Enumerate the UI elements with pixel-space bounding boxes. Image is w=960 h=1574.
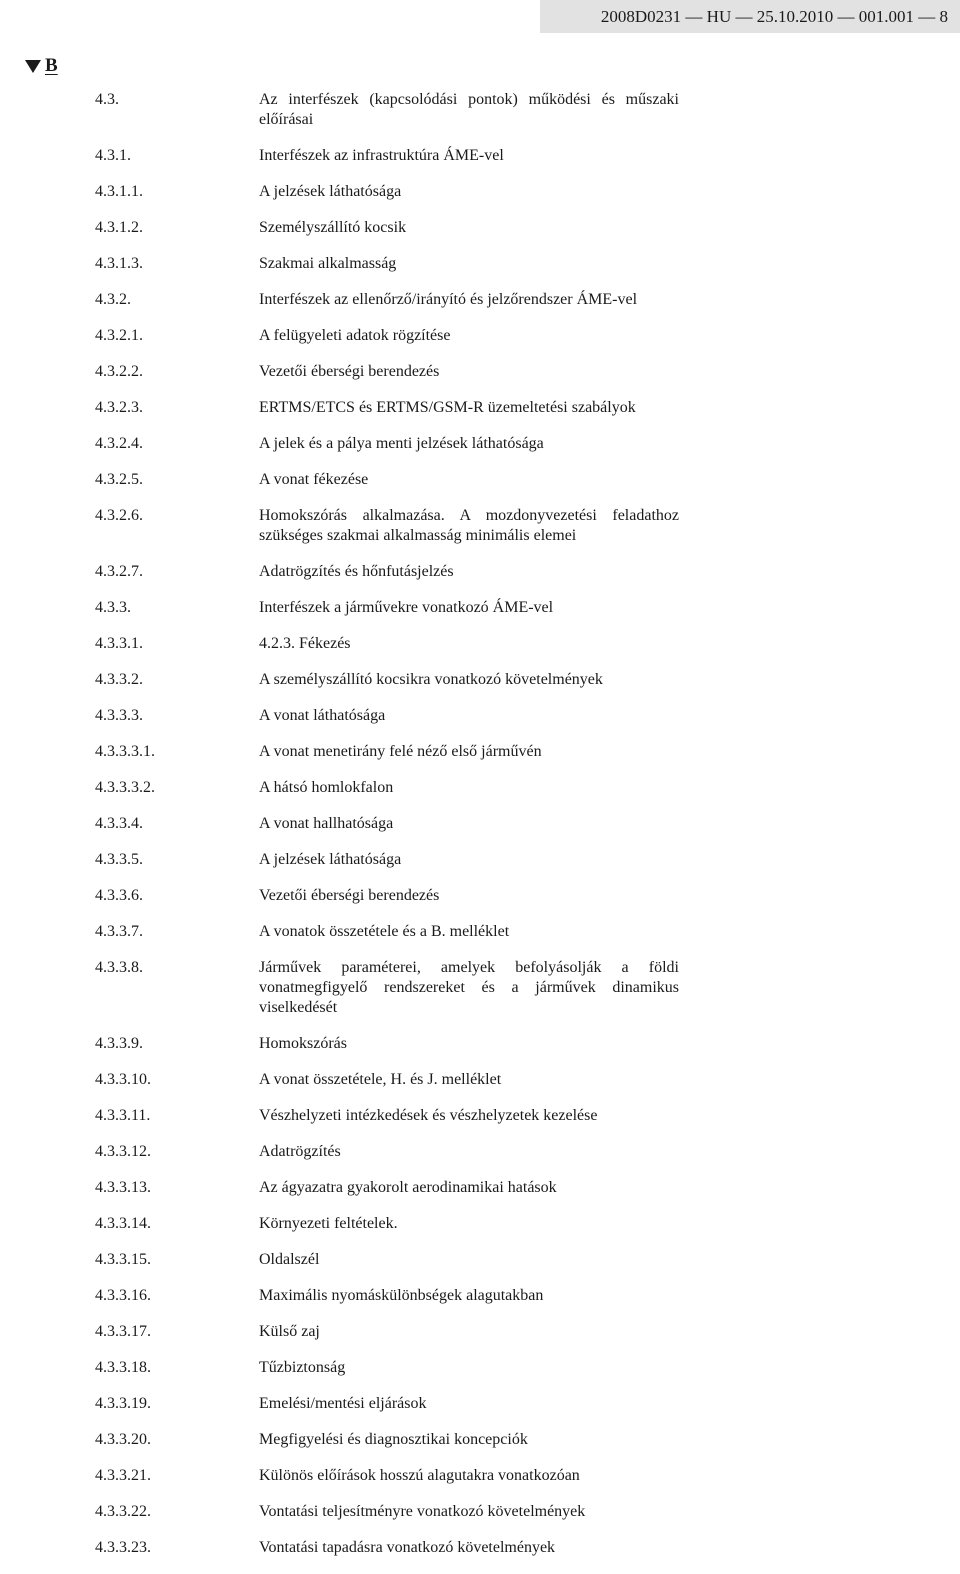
toc-row xyxy=(95,1538,685,1558)
toc-title: A személyszállító kocsikra vonatkozó követelmények xyxy=(259,671,603,688)
header-text: 2008D0231 — HU — 25.10.2010 — 001.001 — 8 xyxy=(600,7,948,26)
toc-title: Interfészek a járművekre vonatkozó ÁME-vel xyxy=(259,599,554,616)
toc-row xyxy=(95,958,685,1018)
toc-row xyxy=(95,1502,685,1522)
toc-title: Az ágyazatra gyakorolt aerodinamikai hatások xyxy=(259,1179,557,1196)
toc-row xyxy=(95,598,685,618)
toc-title: Környezeti feltételek. xyxy=(259,1215,398,1232)
toc-number: 4.3.3. xyxy=(95,599,131,616)
toc-row xyxy=(95,90,685,130)
toc-title: A jelzések láthatósága xyxy=(259,851,402,868)
toc-title: A vonat láthatósága xyxy=(259,707,386,724)
toc-title: A vonatok összetétele és a B. melléklet xyxy=(259,923,510,940)
toc-title: Tűzbiztonság xyxy=(259,1359,346,1376)
toc-title: Homokszórás alkalmazása. A mozdonyvezetési feladathoz szükséges szakmai alkalmasság minimális elemei xyxy=(259,507,679,544)
toc-number: 4.3.3.3.1. xyxy=(95,743,155,760)
toc-number: 4.3.3.4. xyxy=(95,815,143,832)
toc-row xyxy=(95,1106,685,1126)
toc-title: Vezetői éberségi berendezés xyxy=(259,887,440,904)
toc-row xyxy=(95,1466,685,1486)
toc-row xyxy=(95,742,685,762)
toc-number: 4.3.2.6. xyxy=(95,507,143,524)
toc-number: 4.3.3.5. xyxy=(95,851,143,868)
toc-row xyxy=(95,1178,685,1198)
toc-number: 4.3.3.14. xyxy=(95,1215,151,1232)
toc-row xyxy=(95,1214,685,1234)
toc-row xyxy=(95,706,685,726)
triangle-down-icon xyxy=(25,60,41,73)
toc-number: 4.3.3.10. xyxy=(95,1071,151,1088)
toc-row xyxy=(95,1286,685,1306)
toc-number: 4.3.3.3. xyxy=(95,707,143,724)
toc-row xyxy=(95,922,685,942)
toc-number: 4.3.1.2. xyxy=(95,219,143,236)
toc-row xyxy=(95,1430,685,1450)
toc-title: A vonat összetétele, H. és J. melléklet xyxy=(259,1071,502,1088)
toc-title: A felügyeleti adatok rögzítése xyxy=(259,327,451,344)
toc-row xyxy=(95,506,685,546)
toc-row xyxy=(95,218,685,238)
toc-title: A vonat hallhatósága xyxy=(259,815,394,832)
toc-title: Külső zaj xyxy=(259,1323,320,1340)
toc-title: Vontatási teljesítményre vonatkozó követelmények xyxy=(259,1503,586,1520)
toc-number: 4.3.3.7. xyxy=(95,923,143,940)
toc-number: 4.3.3.11. xyxy=(95,1107,151,1124)
toc-title: Oldalszél xyxy=(259,1251,320,1268)
toc-number: 4.3.3.6. xyxy=(95,887,143,904)
toc-number: 4.3.1.3. xyxy=(95,255,143,272)
toc-number: 4.3.2.2. xyxy=(95,363,143,380)
toc-number: 4.3.3.9. xyxy=(95,1035,143,1052)
toc-title: Szakmai alkalmasság xyxy=(259,255,397,272)
toc-row xyxy=(95,562,685,582)
toc-title: Maximális nyomáskülönbségek alagutakban xyxy=(259,1287,544,1304)
toc-number: 4.3.3.17. xyxy=(95,1323,151,1340)
toc-title: Interfészek az ellenőrző/irányító és jelzőrendszer ÁME-vel xyxy=(259,291,638,308)
toc-number: 4.3.3.15. xyxy=(95,1251,151,1268)
toc-title: Interfészek az infrastruktúra ÁME-vel xyxy=(259,147,504,164)
marker-label: B xyxy=(45,55,58,76)
toc-row xyxy=(95,1034,685,1054)
toc-number: 4.3.2.1. xyxy=(95,327,143,344)
toc-number: 4.3.3.1. xyxy=(95,635,143,652)
toc-number: 4.3.3.3.2. xyxy=(95,779,155,796)
toc-title: Vészhelyzeti intézkedések és vészhelyzetek kezelése xyxy=(259,1107,598,1124)
toc-number: 4.3. xyxy=(95,91,119,108)
toc-title: A hátsó homlokfalon xyxy=(259,779,394,796)
toc-title: Adatrögzítés és hőnfutásjelzés xyxy=(259,563,454,580)
toc-row xyxy=(95,814,685,834)
toc-title: Megfigyelési és diagnosztikai koncepciók xyxy=(259,1431,528,1448)
toc-number: 4.3.3.16. xyxy=(95,1287,151,1304)
toc-title: Különös előírások hosszú alagutakra vonatkozóan xyxy=(259,1467,580,1484)
toc-number: 4.3.2.7. xyxy=(95,563,143,580)
toc-title: Vezetői éberségi berendezés xyxy=(259,363,440,380)
toc-number: 4.3.3.12. xyxy=(95,1143,151,1160)
toc-row xyxy=(95,1322,685,1342)
toc-title: Adatrögzítés xyxy=(259,1143,341,1160)
toc-title: A vonat menetirány felé néző első járművén xyxy=(259,743,542,760)
toc-title: A vonat fékezése xyxy=(259,471,369,488)
toc-title: Személyszállító kocsik xyxy=(259,219,407,236)
toc-number: 4.3.3.2. xyxy=(95,671,143,688)
toc-row xyxy=(95,1394,685,1414)
toc-number: 4.3.2.5. xyxy=(95,471,143,488)
toc-row xyxy=(95,398,685,418)
toc-title: Az interfészek (kapcsolódási pontok) működési és műszaki előírásai xyxy=(259,91,679,128)
toc-title: Homokszórás xyxy=(259,1035,347,1052)
toc-row xyxy=(95,254,685,274)
toc-title: Emelési/mentési eljárások xyxy=(259,1395,427,1412)
toc-title: Járművek paraméterei, amelyek befolyásolják a földi vonatmegfigyelő rendszereket és a járművek dinamikus viselkedését xyxy=(259,959,679,1016)
toc-row xyxy=(95,1142,685,1162)
toc-number: 4.3.3.13. xyxy=(95,1179,151,1196)
toc-number: 4.3.3.8. xyxy=(95,959,143,976)
toc-title: Vontatási tapadásra vonatkozó követelmények xyxy=(259,1539,556,1556)
toc-row xyxy=(95,1070,685,1090)
toc-title: ERTMS/ETCS és ERTMS/GSM-R üzemeltetési szabályok xyxy=(259,399,636,416)
toc-number: 4.3.3.18. xyxy=(95,1359,151,1376)
toc-number: 4.3.2.3. xyxy=(95,399,143,416)
amendment-marker xyxy=(25,55,58,77)
toc-row xyxy=(95,886,685,906)
toc-row xyxy=(95,182,685,202)
toc-row xyxy=(95,146,685,166)
toc-number: 4.3.2.4. xyxy=(95,435,143,452)
toc-row xyxy=(95,778,685,798)
document-header xyxy=(540,0,960,33)
toc-row xyxy=(95,434,685,454)
toc-title: A jelek és a pálya menti jelzések láthatósága xyxy=(259,435,544,452)
toc-row xyxy=(95,670,685,690)
toc-row xyxy=(95,290,685,310)
toc-row xyxy=(95,326,685,346)
toc-number: 4.3.1. xyxy=(95,147,131,164)
toc-title: 4.2.3. Fékezés xyxy=(259,635,351,652)
toc-row xyxy=(95,1250,685,1270)
toc-number: 4.3.3.20. xyxy=(95,1431,151,1448)
table-of-contents xyxy=(95,90,685,1574)
toc-number: 4.3.3.23. xyxy=(95,1539,151,1556)
toc-number: 4.3.3.22. xyxy=(95,1503,151,1520)
toc-row xyxy=(95,850,685,870)
toc-row xyxy=(95,1358,685,1378)
toc-number: 4.3.1.1. xyxy=(95,183,143,200)
toc-number: 4.3.3.19. xyxy=(95,1395,151,1412)
toc-row xyxy=(95,634,685,654)
toc-number: 4.3.3.21. xyxy=(95,1467,151,1484)
toc-title: A jelzések láthatósága xyxy=(259,183,402,200)
toc-row xyxy=(95,362,685,382)
toc-row xyxy=(95,470,685,490)
toc-number: 4.3.2. xyxy=(95,291,131,308)
